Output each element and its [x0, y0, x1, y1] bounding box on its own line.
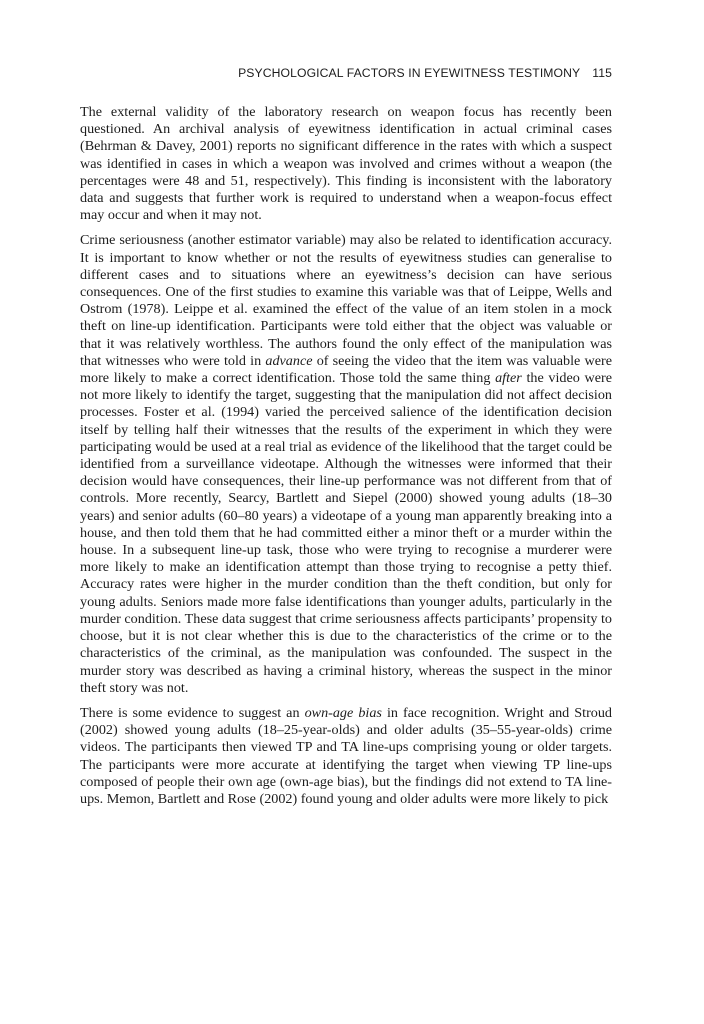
paragraph-text: in face recognition. Wright and Stroud (2002) showed young adults (18–25-year-olds) and older adults (35–55-year-olds) crime videos. The participants then viewed TP and TA line-ups comprising young or older targets. The participants were more accurate at identifying the target when viewing TP line-ups composed of people their own age (own-age bias), but the findings did not extend to TA line-ups. Memon, Bartlett and Rose (2002) found young and older adults were more likely to pick	[80, 704, 613, 807]
running-header-title: PSYCHOLOGICAL FACTORS IN EYEWITNESS TESTIMONY	[238, 66, 581, 80]
paragraph-text: The external validity of the laboratory research on weapon focus has recently been questioned. An archival analysis of eyewitness identification in actual criminal cases (Behrman & Davey, 2001) reports no significant difference in the rates with which a suspect was identified in cases in which a weapon was involved and crimes without a weapon (the percentages were 48 and 51, respectively). This finding is inconsistent with the laboratory data and suggests that further work is required to understand when a weapon-focus effect may occur and when it may not.	[80, 104, 612, 224]
paragraph-text: the video were not more likely to identify the target, suggesting that the manipulation did not affect decision processes. Foster et al. (1994) varied the perceived salience of the identification decision itself by telling half their witnesses that the results of the experiment in which they were participating would be used at a real trial as evidence of the likelihood that the target could be identified from a surveillance videotape. Although the witnesses were informed that their decision would have consequences, their line-up performance was not different from that of controls. More recently, Searcy, Bartlett and Siepel (2000) showed young adults (18–30 years) and senior adults (60–80 years) a videotape of a young man apparently breaking into a house, and then told them that he had committed either a minor theft or a murder within the house. In a subsequent line-up task, those who were trying to recognise a murderer were more likely to make an identification attempt than those trying to recognise a petty thief. Accuracy rates were higher in the murder condition than the theft condition, but only for young adults. Seniors made more false identifications than younger adults, particularly in the murder condition. These data suggest that crime seriousness affects participants’ propensity to choose, but it is not clear whether this is due to the characteristics of the crime or to the characteristics of the criminal, as the manipulation was confounded. The suspect in the murder story was described as having a criminal history, whereas the suspect in the minor theft story was not.	[80, 370, 612, 696]
emphasis-advance: advance	[265, 352, 313, 369]
paragraph-text: of seeing the video that the item was valuable were more likely to make a correct identification. Those told the same thing	[80, 352, 612, 387]
emphasis-after: after	[495, 370, 522, 387]
page-number: 115	[592, 66, 612, 80]
paragraph-crime-seriousness	[80, 232, 612, 696]
book-page	[80, 66, 612, 816]
paragraph-text: Crime seriousness (another estimator variable) may also be related to identification accuracy. It is important to know whether or not the results of eyewitness studies can generalise to different cases and to situations where an eyewitness’s decision can have serious consequences. One of the first studies to examine this variable was that of Leippe, Wells and Ostrom (1978). Leippe et al. examined the effect of the value of an item stolen in a mock theft on line-up identification. Participants were told either that the object was valuable or that it was relatively worthless. The authors found the only effect of the manipulation was that witnesses who were told in	[80, 232, 612, 369]
paragraph-text: There is some evidence to suggest an	[80, 704, 305, 721]
paragraph-own-age-bias	[80, 705, 612, 808]
paragraph-weapon-focus	[80, 104, 612, 224]
emphasis-own-age-bias: own-age bias	[304, 704, 382, 721]
running-header	[80, 66, 612, 80]
